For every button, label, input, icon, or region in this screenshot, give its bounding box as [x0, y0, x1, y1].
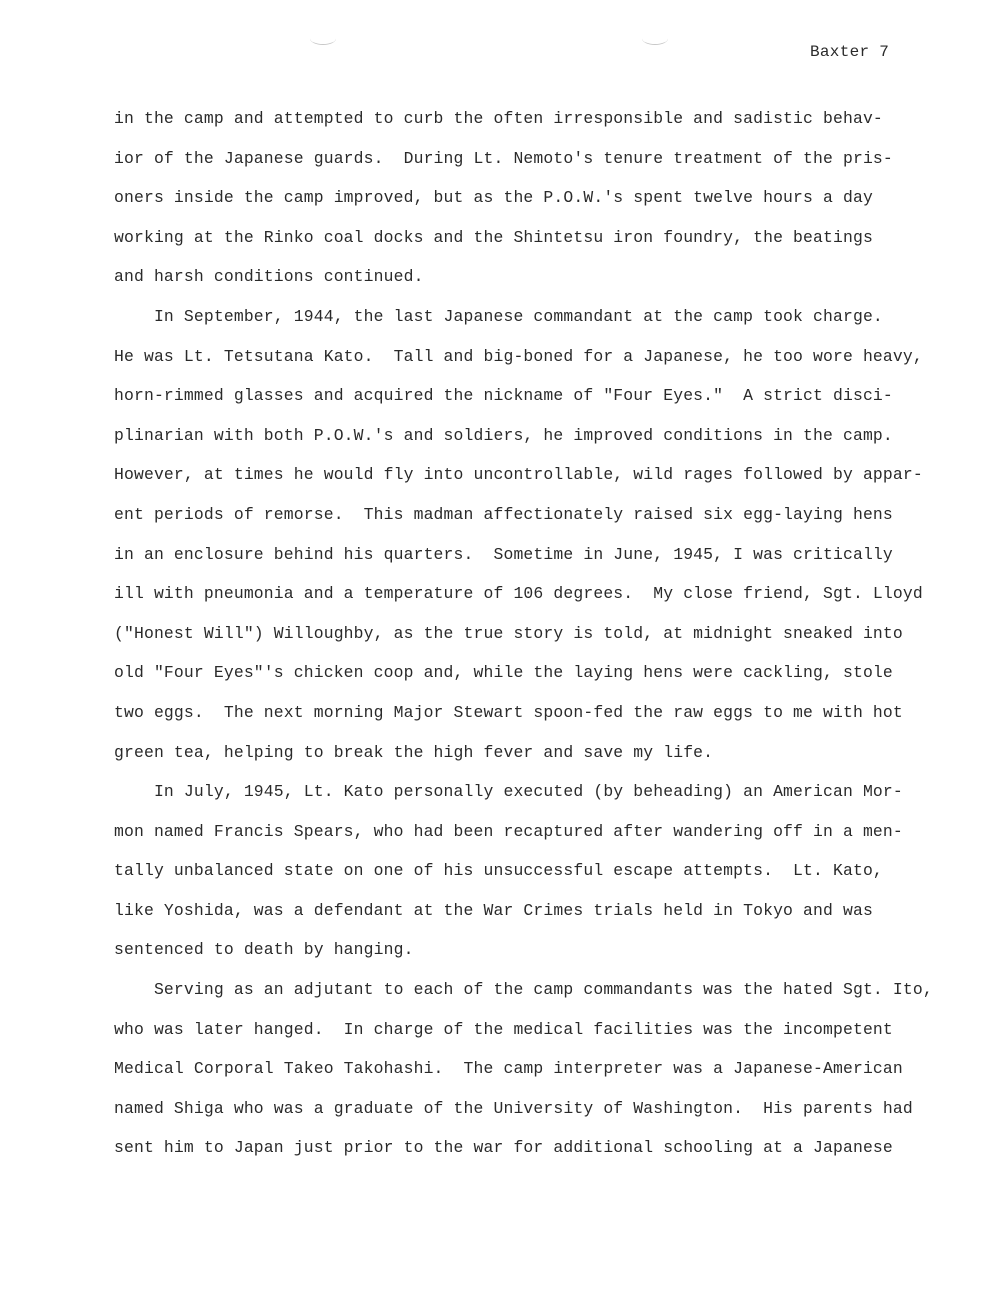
punch-hole-mark-left [310, 32, 336, 45]
text-line: green tea, helping to break the high fever and save my life. [114, 742, 714, 762]
text-line: ent periods of remorse. This madman affectionately raised six egg-laying hens [114, 504, 893, 524]
text-line: tally unbalanced state on one of his unsuccessful escape attempts. Lt. Kato, [114, 861, 883, 881]
text-line: working at the Rinko coal docks and the Shintetsu iron foundry, the beatings [114, 227, 873, 247]
text-line: plinarian with both P.O.W.'s and soldiers, he improved conditions in the camp. [114, 425, 893, 445]
text-line: He was Lt. Tetsutana Kato. Tall and big-boned for a Japanese, he too wore heavy, [114, 346, 923, 366]
text-line: and harsh conditions continued. [114, 267, 424, 287]
text-line: like Yoshida, was a defendant at the War Crimes trials held in Tokyo and was [114, 900, 873, 920]
text-line: ill with pneumonia and a temperature of 106 degrees. My close friend, Sgt. Lloyd [114, 584, 923, 604]
text-line: two eggs. The next morning Major Stewart spoon-fed the raw eggs to me with hot [114, 702, 903, 722]
text-line: mon named Francis Spears, who had been recaptured after wandering off in a men- [114, 821, 903, 841]
text-line: named Shiga who was a graduate of the University of Washington. His parents had [114, 1098, 913, 1118]
text-line: Serving as an adjutant to each of the camp commandants was the hated Sgt. Ito, [114, 980, 933, 1000]
text-line: In September, 1944, the last Japanese commandant at the camp took charge. [114, 306, 883, 326]
punch-hole-mark-right [642, 32, 668, 45]
text-line: oners inside the camp improved, but as the P.O.W.'s spent twelve hours a day [114, 188, 873, 208]
page-header: Baxter 7 [810, 43, 890, 61]
text-line: horn-rimmed glasses and acquired the nickname of "Four Eyes." A strict disci- [114, 386, 893, 406]
text-line: sent him to Japan just prior to the war for additional schooling at a Japanese [114, 1138, 893, 1158]
text-line: in an enclosure behind his quarters. Sometime in June, 1945, I was critically [114, 544, 893, 564]
text-line: ("Honest Will") Willoughby, as the true story is told, at midnight sneaked into [114, 623, 903, 643]
text-line: However, at times he would fly into uncontrollable, wild rages followed by appar- [114, 465, 923, 485]
body-text [114, 99, 944, 1168]
text-line: who was later hanged. In charge of the medical facilities was the incompetent [114, 1019, 893, 1039]
text-line: old "Four Eyes"'s chicken coop and, while the laying hens were cackling, stole [114, 663, 893, 683]
text-line: Medical Corporal Takeo Takohashi. The camp interpreter was a Japanese-American [114, 1059, 903, 1079]
text-line: in the camp and attempted to curb the often irresponsible and sadistic behav- [114, 109, 883, 128]
text-line: In July, 1945, Lt. Kato personally executed (by beheading) an American Mor- [114, 782, 903, 802]
text-line: ior of the Japanese guards. During Lt. Nemoto's tenure treatment of the pris- [114, 148, 893, 168]
text-line: sentenced to death by hanging. [114, 940, 414, 960]
